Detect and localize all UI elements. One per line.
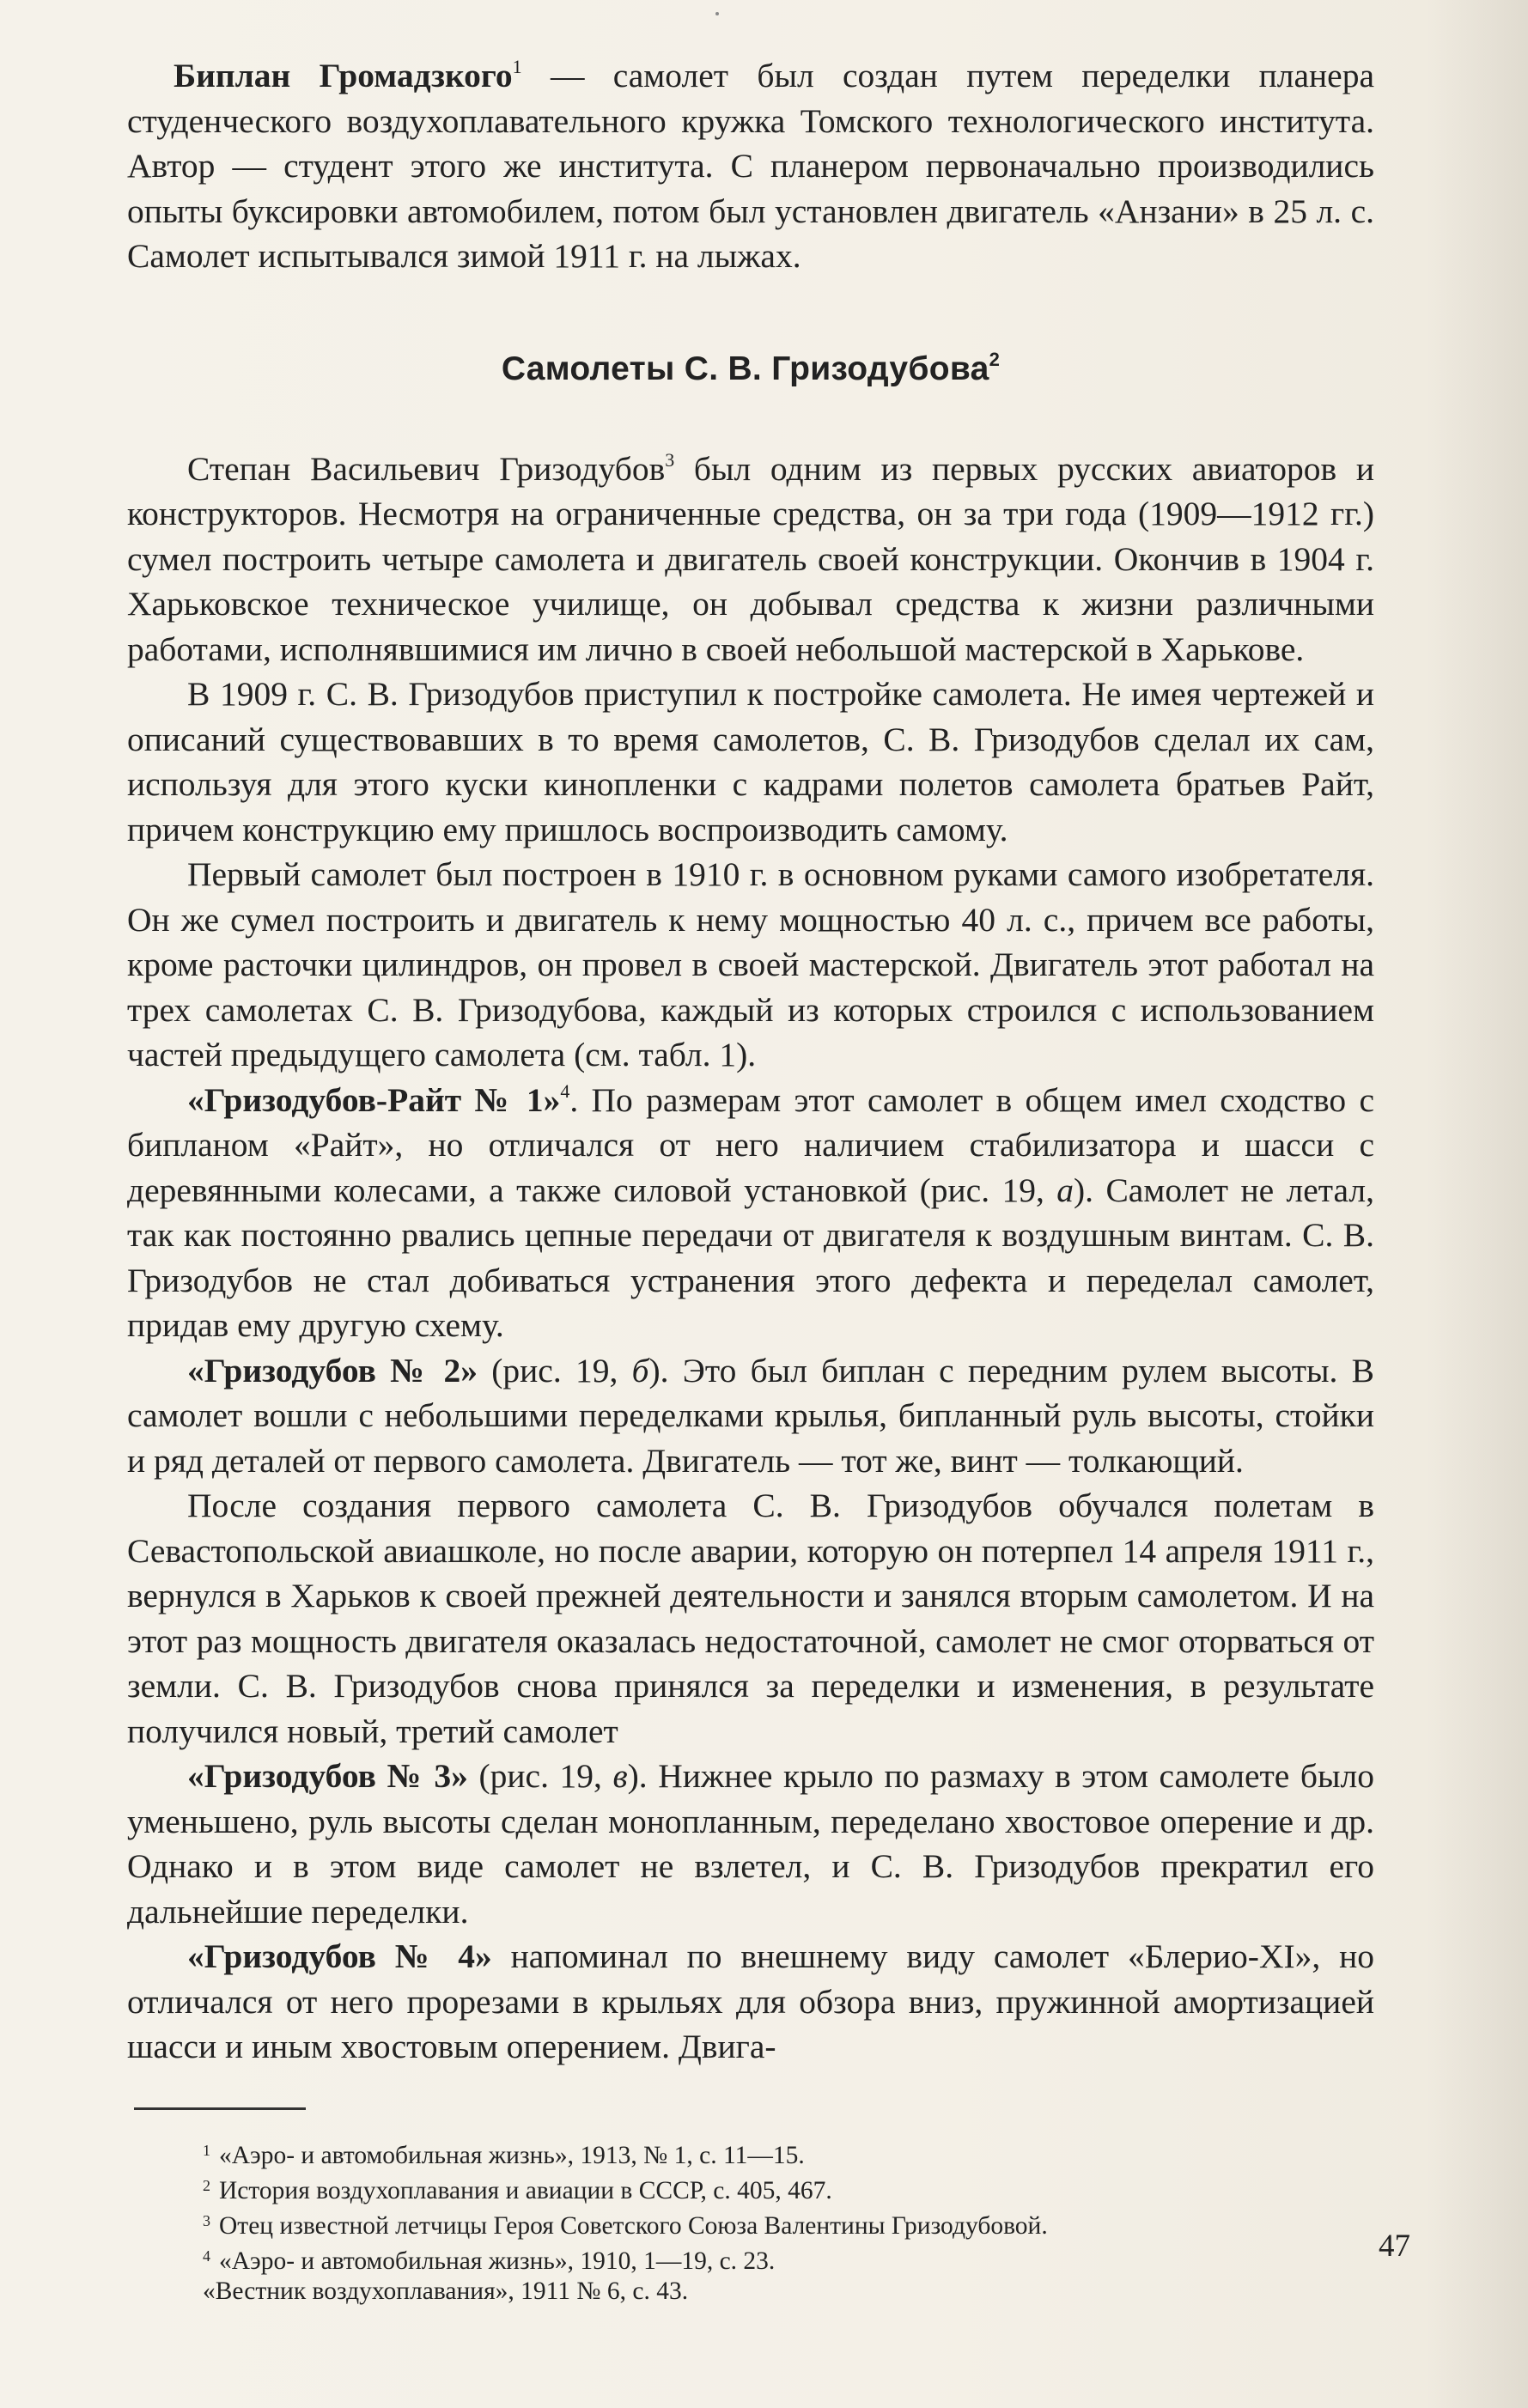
fig-ref-a: а	[1056, 1171, 1074, 1209]
intro-text: — самолет был создан путем переделки планера студенческого воздухоплавательного кружка Томского технологического института. Автор — студент этого же института. С планером первоначально производились опыты буксировки автомобилем, потом был установлен двигатель «Анзани» в 25 л. с. Самолет испытывался зимой 1911 г. на лыжах.	[127, 57, 1374, 275]
footnote-ref-3: 3	[665, 448, 675, 471]
aircraft-4-title: «Гризодубов № 4»	[187, 1937, 492, 1975]
footnote-mark: 2	[203, 2176, 210, 2194]
aircraft-1-title: «Гризодубов-Райт № 1»	[187, 1080, 561, 1119]
footnote-4	[203, 2241, 1374, 2277]
paragraph-6: После создания первого самолета С. В. Гризодубов обучался полетам в Севастопольской авиашколе, но после аварии, которую он потерпел 14 апреля 1911 г., вернулся в Харьков к своей прежней деятельности и занялся вторым самолетом. И на этот раз мощность двигателя оказалась недостаточной, самолет не смог оторваться от земли. С. В. Гризодубов снова принялся за переделки и изменения, в результате получился новый, третий самолет	[127, 1487, 1374, 1750]
footnote-4-continued	[203, 2277, 1374, 2307]
intro-paragraph	[127, 53, 1374, 279]
paragraph-8	[127, 1934, 1374, 2070]
footnote-3	[203, 2206, 1374, 2241]
p4-text-b: ). Самолет не летал, так как постоянно рвались цепные передачи от двигателя к воздушным винтам. С. В. Гризодубов не стал добиваться устранения этого дефекта и переделал самолет, придав ему другую схему.	[127, 1171, 1374, 1344]
p5-text-b: ). Это был биплан с передним рулем высоты. В самолет вошли с небольшими переделками крылья, бипланный руль высоты, стойки и ряд деталей от первого самолета. Двигатель — тот же, винт — толкающий.	[127, 1351, 1374, 1480]
fig-ref-v: в	[612, 1757, 628, 1795]
paragraph-4	[127, 1078, 1374, 1348]
section-title: Самолеты С. В. Гризодубова	[501, 350, 989, 387]
footnote-text: «Вестник воздухоплавания», 1911 № 6, с. 43.	[203, 2277, 689, 2305]
paragraph-5	[127, 1348, 1374, 1484]
paragraph-1	[127, 447, 1374, 672]
footnote-mark: 4	[203, 2247, 210, 2265]
p7-text-b: ). Нижнее крыло по размаху в этом самолете было уменьшено, руль высоты сделан монопланным, переделано хвостовое оперение и др. Однако и в этом виде самолет не взлетел, и С. В. Гризодубов прекратил его дальнейшие переделки.	[127, 1757, 1375, 1931]
footnote-2	[203, 2171, 1374, 2206]
print-speck	[715, 12, 719, 15]
intro-title: Биплан Громадзкого	[173, 57, 513, 94]
paragraph-7	[127, 1754, 1374, 1934]
aircraft-2-title: «Гризодубов № 2»	[187, 1351, 478, 1389]
footnote-1	[203, 2136, 1374, 2171]
footnotes	[203, 2136, 1374, 2307]
p1-text-a: Степан Васильевич Гризодубов	[187, 449, 666, 488]
footnote-ref-4: 4	[560, 1079, 570, 1102]
footnote-text: История воздухоплавания и авиации в СССР, с. 405, 467.	[219, 2176, 832, 2204]
footnote-divider	[134, 2107, 306, 2110]
paragraph-3: Первый самолет был построен в 1910 г. в основном руками самого изобретателя. Он же сумел построить и двигатель к нему мощностью 40 л. с., причем все работы, кроме расточки цилиндров, он провел в своей мастерской. Двигатель этот работал на трех самолетах С. В. Гризодубова, каждый из которых строился с использованием частей предыдущего самолета (см. табл. 1).	[127, 855, 1374, 1073]
p1-text-b: был одним из первых русских авиаторов и конструкторов. Несмотря на ограниченные средства, он за три года (1909—1912 гг.) сумел построить четыре самолета и двигатель своей конструкции. Окончив в 1904 г. Харьковское техническое училище, он добывал средства к жизни различными работами, исполнявшимися им лично в своей небольшой мастерской в Харькове.	[127, 449, 1374, 668]
p4-text-a: . По размерам этот самолет в общем имел сходство с бипланом «Райт», но отличался от него наличием стабилизатора и шасси с деревянными колесами, а также силовой установкой (рис. 19,	[127, 1080, 1374, 1209]
footnote-text: Отец известной летчицы Героя Советского Союза Валентины Гризодубовой.	[219, 2211, 1048, 2240]
aircraft-3-title: «Гризодубов № 3»	[187, 1757, 468, 1795]
footnote-ref-1: 1	[512, 56, 522, 77]
page-edge-shadow	[1425, 0, 1528, 2408]
page-number: 47	[1379, 2229, 1410, 2264]
p5-text-a: (рис. 19,	[478, 1351, 632, 1389]
footnote-text: «Аэро- и автомобильная жизнь», 1910, 1—19, с. 23.	[219, 2247, 776, 2275]
footnote-mark: 3	[203, 2211, 210, 2229]
p8-text: напоминал по внешнему виду самолет «Блерио-XI», но отличался от него прорезами в крыльях для обзора вниз, пружинной амортизацией шасси и иным хвостовым оперением. Двига-	[127, 1937, 1375, 2065]
section-heading	[127, 350, 1374, 388]
p7-text-a: (рис. 19,	[467, 1757, 613, 1795]
text-column	[127, 53, 1374, 2307]
footnote-text: «Аэро- и автомобильная жизнь», 1913, № 1, с. 11—15.	[219, 2141, 805, 2169]
paragraph-2: В 1909 г. С. В. Гризодубов приступил к постройке самолета. Не имея чертежей и описаний существовавших в то время самолетов, С. В. Гризодубов сделал их сам, используя для этого куски кинопленки с кадрами полетов самолета братьев Райт, причем конструкцию ему пришлось воспроизводить самому.	[127, 675, 1374, 848]
footnote-ref-2: 2	[989, 348, 1001, 370]
fig-ref-b: б	[631, 1351, 649, 1389]
footnote-mark: 1	[203, 2141, 210, 2159]
